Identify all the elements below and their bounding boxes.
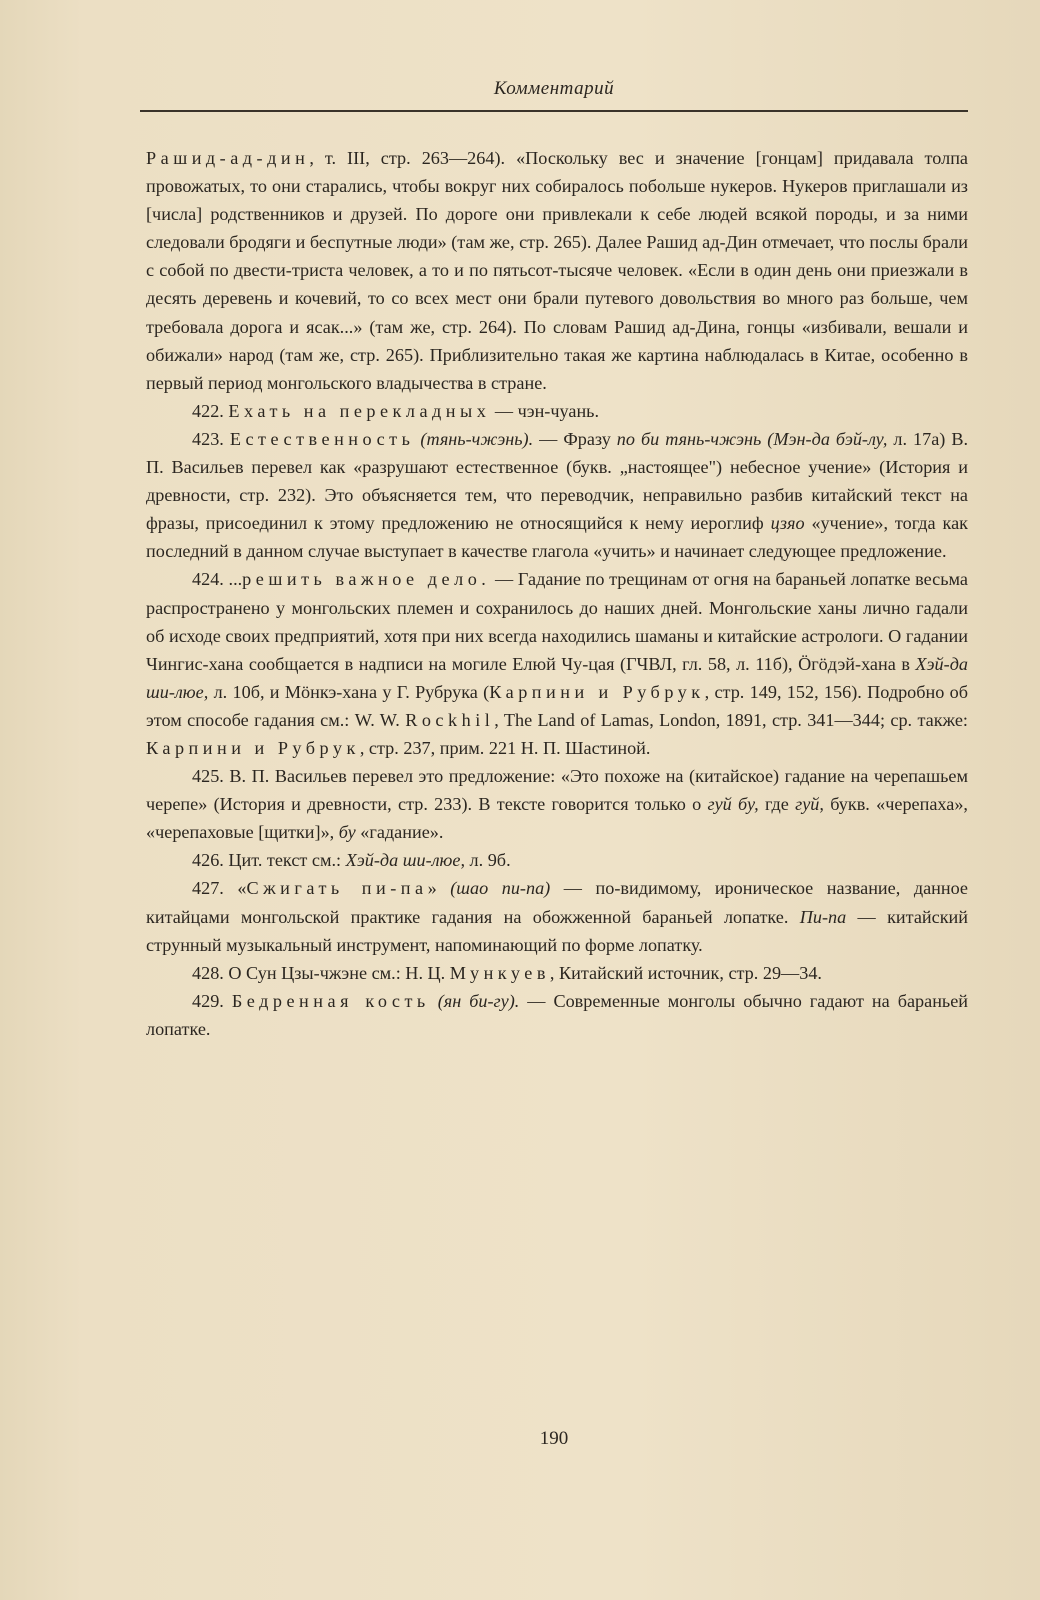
text-run: — по-видимому, ироническое название, данное китайцами монгольской практике гадания на обожженной бараньей лопатке. [146,878,969,927]
italic-term: по би тянь-чжэнь (Мэн-да бэй-лу, [616,428,888,449]
italic-term: гуй, [795,794,824,815]
italic-term: (тянь-чжэнь). [420,428,534,449]
italic-term: цзяо [770,513,805,534]
text-run: , т. III, стр. 263—264). «Поскольку вес и значение [гонцам] придавала толпа провожатых, то они старались, чтобы вокруг них собиралось побольше нукеров. Нукеров приглашали из [числа] родственников и друзей. По дороге они привлекали к себе людей всякой породы, и за ними следовали бродяги и беспутные люди» (там же, стр. 265). Далее Рашид ад-Дин отмечает, что послы брали с собой по двести-триста человек, а то и по пятьсот-тысяче человек. «Если в один день они приезжали в десять деревень и кочевий, то со всех мест они брали путевого довольствия во много раз больше, чем требовала дорога и ясак...» (там же, стр. 264). По словам Рашид ад-Дина, гонцы «избивали, вешали и обижали» народ (там же, стр. 265). Приблизительно такая же картина наблюдалась в Китае, особенно в первый период монгольского владычества в стране. [146,148,968,393]
spaced-term: решить важное дело. [242,569,491,590]
spaced-term: Естественность [229,428,415,449]
text-run: , стр. 149, 152, 156). Подробно об этом способе гадания см.: W. W. [146,681,969,730]
text-run: , The Land of Lamas, London, 1891, стр. 341—344; ср. также: [494,709,968,730]
text-run: » [427,878,451,899]
text-run: , Китайский источник, стр. 29—34. [549,962,822,983]
text-run: букв. «черепаха», «черепаховые [щитки]», [146,794,968,843]
text-run: 428. О Сун Цзы-чжэне см.: Н. Ц. [192,962,450,983]
italic-term: (шао пи-па) [450,878,551,899]
text-run: 425. В. П. Васильев перевел это предложение: «Это похоже на (китайское) гадание на черепашьем черепе» (История и древности, стр. 233). В тексте говорится только о [146,766,968,815]
text-run: , стр. 237, прим. 221 Н. П. Шастиной. [359,737,651,758]
italic-term: гуй бу, [707,794,759,815]
italic-term: (ян би-гу). [437,990,520,1011]
text-run: — Фразу [533,428,617,449]
paragraph [146,565,968,762]
italic-term: бу [338,822,356,843]
paragraph [146,874,968,958]
text-run: «учение», тогда как последний в данном случае выступает в качестве глагола «учить» и начинает следующее предложение. [146,513,968,562]
spaced-term: Карпини и Рубрук [146,737,360,758]
text-run: «гадание». [355,822,444,843]
spaced-term: Ехать на перекладных [228,400,491,421]
text-run: — чэн-чуань. [490,400,600,421]
text-run: 427. « [192,878,247,899]
paragraph [146,762,968,846]
paragraph [146,959,968,987]
paragraph [146,987,968,1043]
spaced-term: Rockhil [405,709,495,730]
text-run [430,991,438,1011]
italic-term: Хэй-да ши-люе, [146,653,968,702]
italic-term: Хэй-да ши-люе, [345,850,465,871]
text-run: л. 9б. [465,850,511,871]
italic-term: Пи-па [799,906,847,927]
text-run: л. 10б, и Мӧнкэ-хана у Г. Рубрука ( [208,681,490,702]
spaced-term: Сжигать пи-па [246,878,428,899]
paragraph [146,425,968,565]
text-run: — Современные монголы обычно гадают на бараньей лопатке. [146,990,969,1039]
text-run: 423. [192,428,230,449]
spaced-term: Рашид-ад-дин [146,148,310,168]
spaced-term: Карпини и Рубрук [489,681,705,702]
paragraph [146,397,968,425]
spaced-term: Бедренная кость [231,990,430,1011]
running-head: Комментарий [493,78,615,99]
header-rule [140,110,968,112]
paragraph [146,144,968,397]
text-run: 426. Цит. текст см.: [192,850,346,871]
spaced-term: Мункуев [449,962,550,983]
text-run: 429. [192,990,232,1011]
commentary-text [146,144,968,1043]
text-run: 422. [192,400,229,421]
page-number: 190 [539,1428,569,1449]
text-run: — Гадание по трещинам от огня на бараньей лопатке весьма распространено у монгольских племен и сохранилось до наших дней. Монгольские ханы лично гадали об исходе своих предприятий, хотя при них всегда находились шаманы и китайские астрологи. О гадании Чингис-хана сообщается в надписи на могиле Елюй Чу-цая (ГЧВЛ, гл. 58, л. 11б), Ӧгӧдэй-хана в [146,569,968,674]
text-run: — китайский струнный музыкальный инструмент, напоминающий по форме лопатку. [146,906,968,955]
paragraph [146,846,968,874]
text-run: где [758,794,796,815]
text-run: л. 17а) В. П. Васильев перевел как «разрушают естественное (букв. „настоящее") небесное учение» (История и древности, стр. 232). Это объясняется тем, что переводчик, неправильно разбив китайский текст на фразы, присоединил к этому предложению не относящийся к нему иероглиф [146,428,969,534]
text-run: 424. ... [192,569,243,590]
